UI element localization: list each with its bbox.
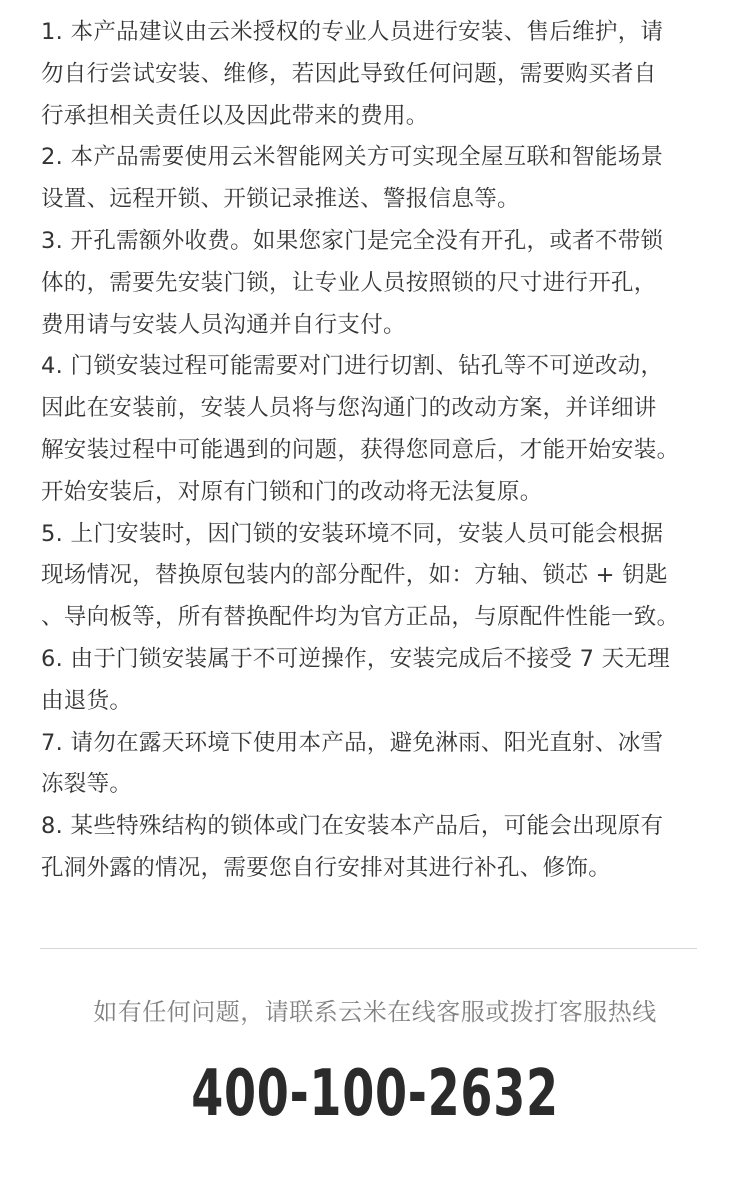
installation-notes bbox=[41, 12, 721, 890]
note-line: 因此在安装前，安装人员将与您沟通门的改动方案，并详细讲 bbox=[41, 395, 657, 422]
note-line: 3. 开孔需额外收费。如果您家门是完全没有开孔，或者不带锁 bbox=[41, 227, 664, 254]
note-line: 5. 上门安装时，因门锁的安装环境不同，安装人员可能会根据 bbox=[41, 520, 664, 547]
note-line: 7. 请勿在露天环境下使用本产品，避免淋雨、阳光直射、冰雪 bbox=[41, 729, 664, 756]
note-line: 、导向板等，所有替换配件均为官方正品，与原配件性能一致。 bbox=[41, 604, 680, 631]
note-line: 解安装过程中可能遇到的问题，获得您同意后，才能开始安装。 bbox=[41, 436, 680, 463]
note-line: 行承担相关责任以及因此带来的费用。 bbox=[41, 102, 429, 129]
note-line: 孔洞外露的情况，需要您自行安排对其进行补孔、修饰。 bbox=[41, 854, 612, 881]
note-line: 体的，需要先安装门锁，让专业人员按照锁的尺寸进行开孔， bbox=[41, 269, 657, 296]
note-line: 现场情况，替换原包装内的部分配件，如：方轴、锁芯 + 钥匙 bbox=[41, 562, 668, 589]
divider bbox=[40, 948, 697, 949]
note-line: 设置、远程开锁、开锁记录推送、警报信息等。 bbox=[41, 186, 520, 213]
note-line: 4. 门锁安装过程可能需要对门进行切割、钻孔等不可逆改动， bbox=[41, 353, 664, 380]
note-line: 勿自行尝试安装、维修，若因此导致任何问题，需要购买者自 bbox=[41, 60, 657, 87]
note-line: 1. 本产品建议由云米授权的专业人员进行安装、售后维护，请 bbox=[41, 19, 664, 45]
hotline-number[interactable]: 400-100-2632 bbox=[191, 1057, 559, 1131]
note-line: 6. 由于门锁安装属于不可逆操作，安装完成后不接受 7 天无理 bbox=[41, 645, 671, 672]
note-line: 冻裂等。 bbox=[41, 771, 133, 798]
note-line: 2. 本产品需要使用云米智能网关方可实现全屋互联和智能场景 bbox=[41, 144, 664, 171]
note-line: 开始安装后，对原有门锁和门的改动将无法复原。 bbox=[41, 478, 543, 505]
note-line: 8. 某些特殊结构的锁体或门在安装本产品后，可能会出现原有 bbox=[41, 813, 664, 840]
note-line: 费用请与安装人员沟通并自行支付。 bbox=[41, 311, 406, 338]
contact-label: 如有任何问题，请联系云米在线客服或拨打客服热线 bbox=[93, 998, 657, 1026]
note-line: 由退货。 bbox=[41, 687, 133, 714]
